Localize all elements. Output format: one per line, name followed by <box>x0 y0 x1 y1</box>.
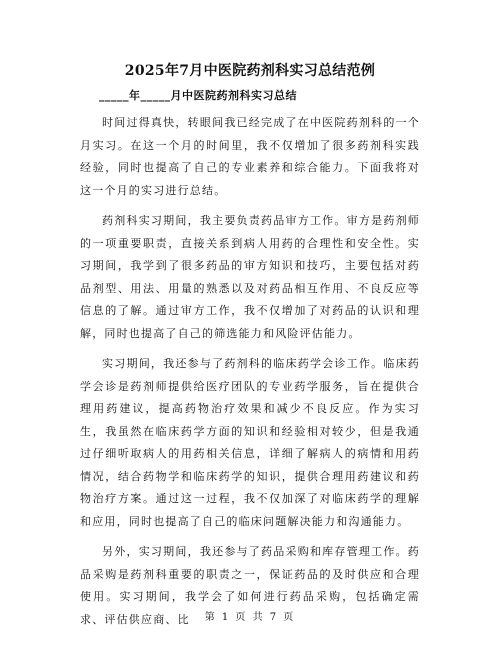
document-subtitle: _____年_____月中医院药剂科实习总结 <box>99 89 297 102</box>
document-body <box>80 112 420 639</box>
paragraph-intro: 时间过得真快，转眼间我已经完成了在中医院药剂科的一个月实习。在这一个月的时间里，我不仅增加了很多药剂科实践经验，同时也提高了自己的专业素养和综合能力。下面我将对这一个月的实习进行总结。 <box>80 116 420 197</box>
document-title: 2025年7月中医院药剂科实习总结范例 <box>124 63 376 79</box>
paragraph-clinical-consultation: 实习期间，我还参与了药剂科的临床药学会诊工作。临床药学会诊是药剂师提供给医疗团队的专业药学服务，旨在提供合理用药建议，提高药物治疗效果和减少不良反应。作为实习生，我虽然在临床药学方面的知识和经验相对较少，但是我通过仔细听取病人的用药相关信息，详细了解病人的病情和用药情况，结合药物学和临床药学的知识，提供合理用药建议和药物治疗方案。通过这一过程，我不仅加深了对临床药学的理解和应用，同时也提高了自己的临床问题解决能力和沟通能力。 <box>80 357 420 528</box>
paragraph-procurement: 另外，实习期间，我还参与了药品采购和库存管理工作。药品采购是药剂科重要的职责之一，保证药品的及时供应和合理使用。实习期间，我学会了如何进行药品采购，包括确定需求、评估供应商、比 <box>80 545 420 626</box>
page-footer: 第 1 页 共 7 页 <box>204 612 296 623</box>
paragraph-prescription-review: 药剂科实习期间，我主要负责药品审方工作。审方是药剂师的一项重要职责，直接关系到病人用药的合理性和安全性。实习期间，我学到了很多药品的审方知识和技巧，主要包括对药品剂型、用法、用量的熟悉以及对药品相互作用、不良反应等信息的了解。通过审方工作，我不仅增加了对药品的认识和理解，同时也提高了自己的筛选能力和风险评估能力。 <box>80 214 420 340</box>
